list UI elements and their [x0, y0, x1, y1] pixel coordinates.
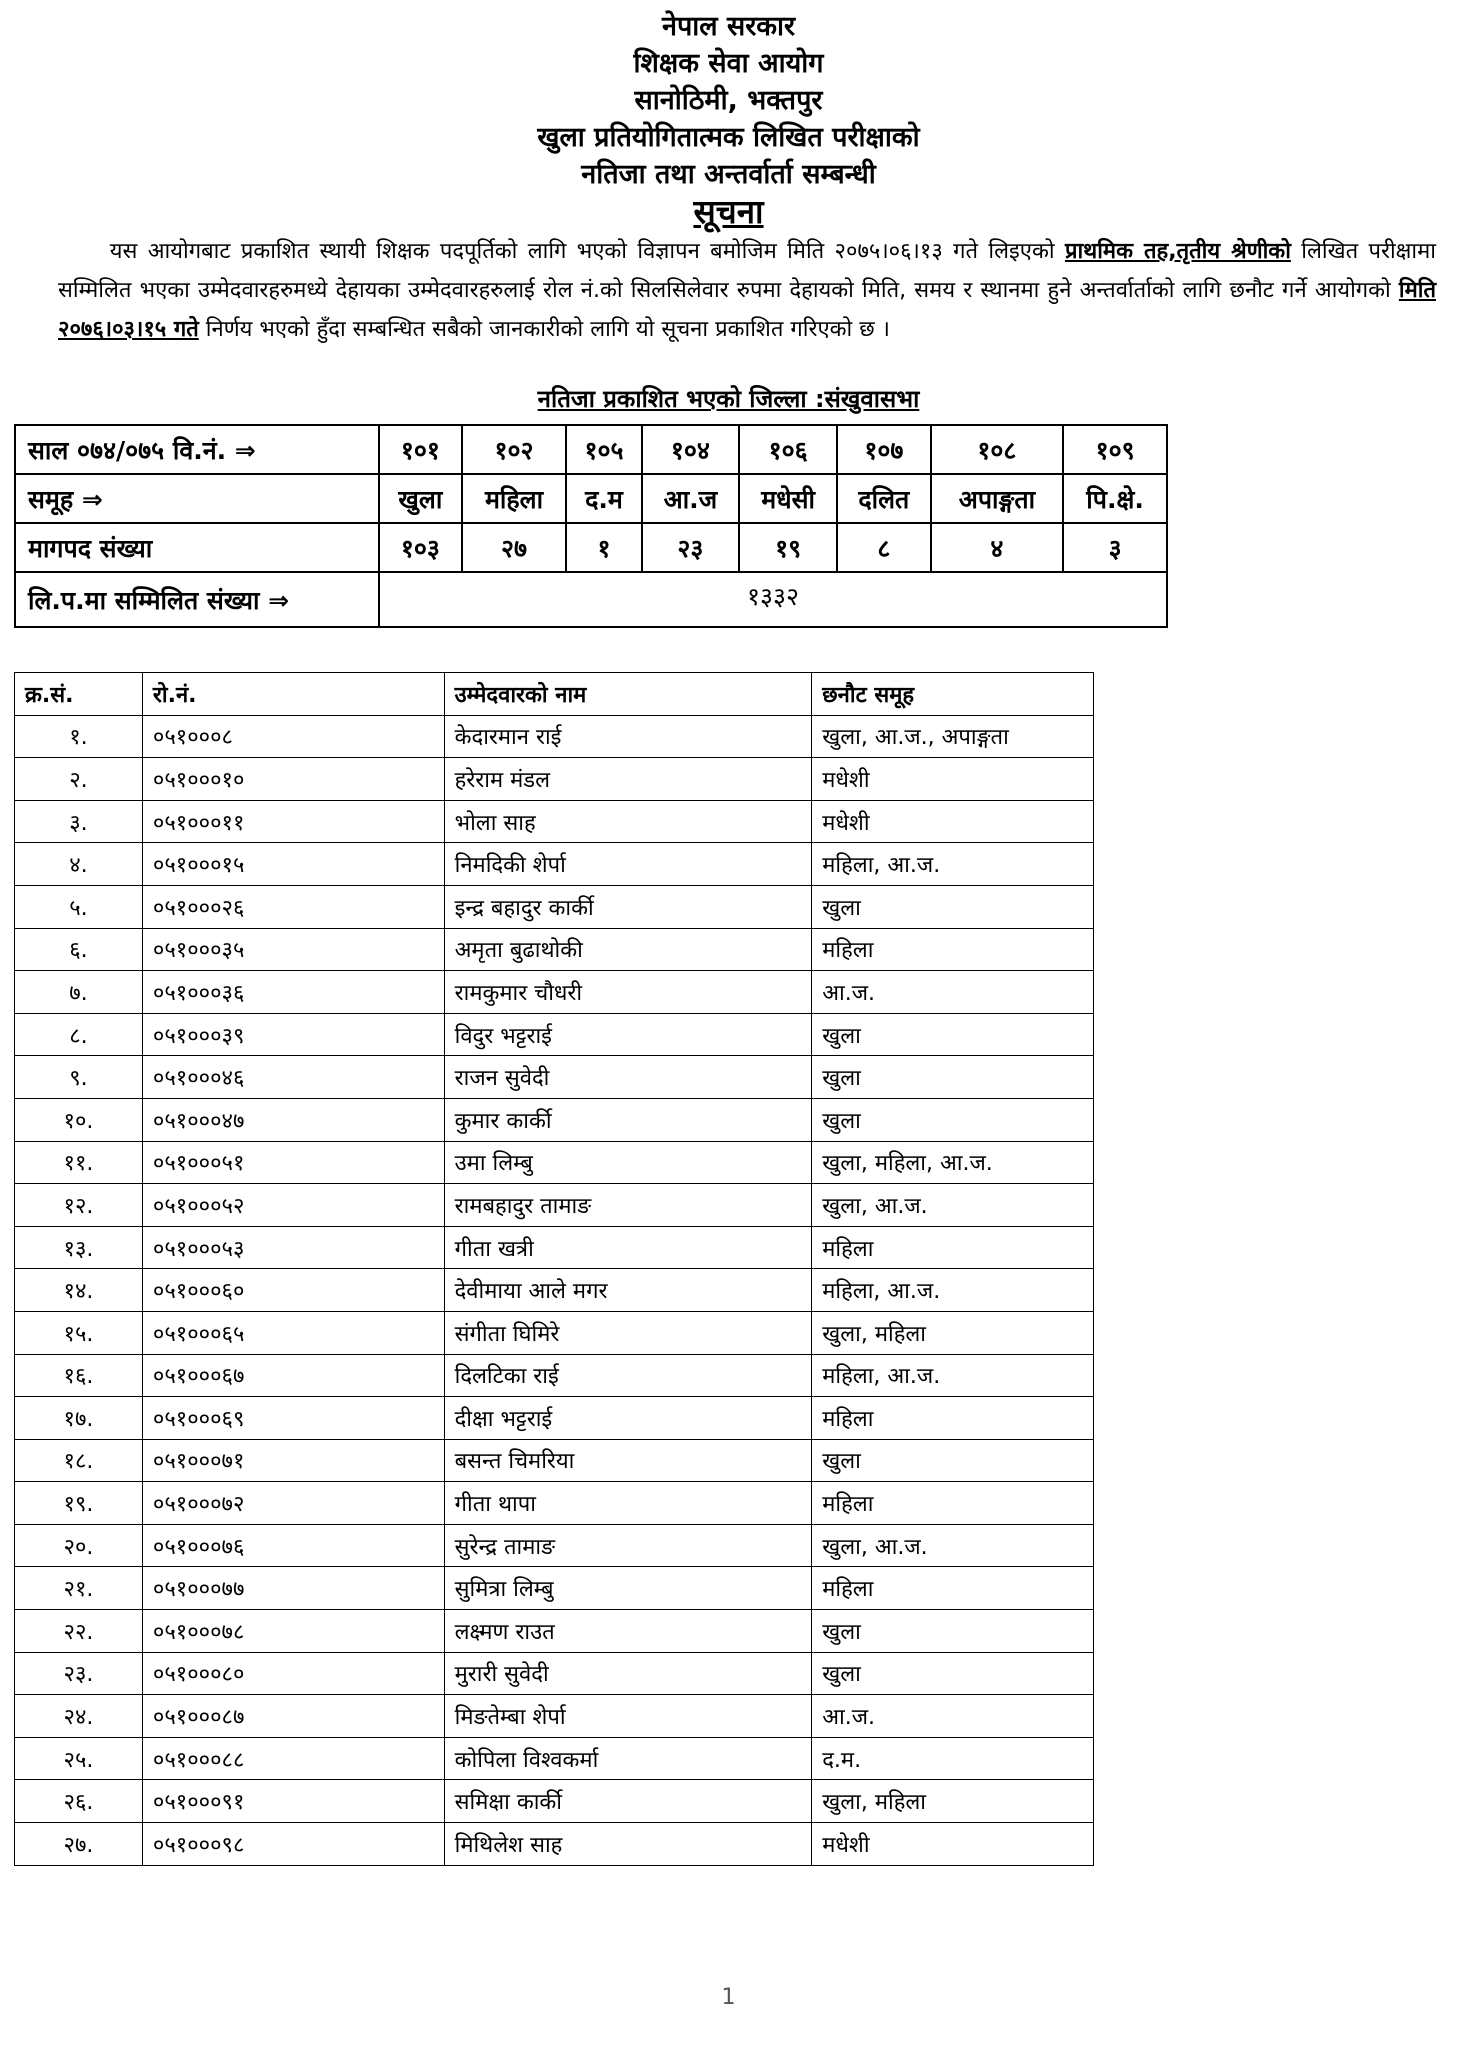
serial-cell: १. [15, 715, 143, 758]
roll-number-cell: ०५१०००७८ [142, 1610, 444, 1653]
posts-cell: १०३ [379, 523, 462, 572]
serial-cell: ४. [15, 843, 143, 886]
selected-group-cell: आ.ज. [812, 1695, 1094, 1738]
selected-group-cell: महिला [812, 1567, 1094, 1610]
results-body [15, 715, 1094, 1865]
table-row [15, 1056, 1094, 1099]
header-exam-type: खुला प्रतियोगितात्मक लिखित परीक्षाको [537, 122, 920, 153]
roll-number-cell: ०५१०००४६ [142, 1056, 444, 1099]
header-selected-group: छनौट समूह [812, 673, 1094, 716]
header-roll-number: रो.नं. [142, 673, 444, 716]
posts-cell: ८ [837, 523, 931, 572]
adv-number-cell: १०७ [837, 425, 931, 474]
table-row [15, 843, 1094, 886]
paragraph-part1: यस आयोगबाट प्रकाशित स्थायी शिक्षक पदपूर्तिको लागि भएको विज्ञापन बमोजिम मिति २०७५।०६।१३ गते लिइएको [109, 239, 1065, 264]
roll-number-cell: ०५१०००४७ [142, 1098, 444, 1141]
candidate-name-cell: अमृता बुढाथोकी [444, 928, 812, 971]
serial-cell: २. [15, 758, 143, 801]
summary-row-adv-numbers [15, 425, 1167, 474]
roll-number-cell: ०५१०००६७ [142, 1354, 444, 1397]
summary-label-adv: साल ०७४/०७५ वि.नं. ⇒ [15, 425, 379, 474]
candidate-name-cell: केदारमान राई [444, 715, 812, 758]
selected-group-cell: खुला [812, 1439, 1094, 1482]
serial-cell: १२. [15, 1184, 143, 1227]
roll-number-cell: ०५१०००९१ [142, 1780, 444, 1823]
roll-number-cell: ०५१०००३६ [142, 971, 444, 1014]
group-cell: महिला [462, 474, 567, 523]
selected-group-cell: खुला, आ.ज., अपाङ्गता [812, 715, 1094, 758]
serial-cell: ११. [15, 1141, 143, 1184]
candidate-name-cell: समिक्षा कार्की [444, 1780, 812, 1823]
table-row [15, 1226, 1094, 1269]
selected-group-cell: खुला, महिला [812, 1780, 1094, 1823]
adv-number-cell: १०५ [566, 425, 641, 474]
serial-cell: २७. [15, 1823, 143, 1866]
paragraph-level: प्राथमिक तह,तृतीय श्रेणीको [1064, 239, 1291, 264]
roll-number-cell: ०५१०००२६ [142, 885, 444, 928]
group-cell: पि.क्षे. [1063, 474, 1167, 523]
candidate-name-cell: लक्ष्मण राउत [444, 1610, 812, 1653]
document-header [0, 8, 1457, 231]
selected-group-cell: महिला [812, 1482, 1094, 1525]
candidate-name-cell: राजन सुवेदी [444, 1056, 812, 1099]
serial-cell: १५. [15, 1311, 143, 1354]
serial-cell: ८. [15, 1013, 143, 1056]
roll-number-cell: ०५१०००११ [142, 800, 444, 843]
serial-cell: ६. [15, 928, 143, 971]
serial-cell: २५. [15, 1737, 143, 1780]
group-cell: आ.ज [642, 474, 740, 523]
serial-cell: ९. [15, 1056, 143, 1099]
selected-group-cell: खुला, आ.ज. [812, 1524, 1094, 1567]
serial-cell: ३. [15, 800, 143, 843]
candidate-name-cell: कुमार कार्की [444, 1098, 812, 1141]
candidate-name-cell: कोपिला विश्वकर्मा [444, 1737, 812, 1780]
roll-number-cell: ०५१०००७२ [142, 1482, 444, 1525]
group-cell: द.म [566, 474, 641, 523]
table-row [15, 1354, 1094, 1397]
roll-number-cell: ०५१०००७६ [142, 1524, 444, 1567]
page-number: 1 [721, 1985, 736, 2010]
district-heading: नतिजा प्रकाशित भएको जिल्ला :संखुवासभा [537, 385, 920, 413]
summary-label-total: लि.प.मा सम्मिलित संख्या ⇒ [15, 572, 379, 627]
selected-group-cell: मधेशी [812, 800, 1094, 843]
roll-number-cell: ०५१०००८० [142, 1652, 444, 1695]
header-candidate-name: उम्मेदवारको नाम [444, 673, 812, 716]
table-row [15, 1269, 1094, 1312]
selected-group-cell: खुला [812, 885, 1094, 928]
candidate-name-cell: गीता खत्री [444, 1226, 812, 1269]
candidate-name-cell: मिथिलेश साह [444, 1823, 812, 1866]
serial-cell: १३. [15, 1226, 143, 1269]
header-address: सानोठिमी, भक्तपुर [634, 85, 823, 116]
table-row [15, 1184, 1094, 1227]
table-row [15, 758, 1094, 801]
candidate-name-cell: सुरेन्द्र तामाङ [444, 1524, 812, 1567]
serial-cell: १६. [15, 1354, 143, 1397]
serial-cell: २६. [15, 1780, 143, 1823]
selected-group-cell: खुला [812, 1652, 1094, 1695]
serial-cell: २१. [15, 1567, 143, 1610]
table-row [15, 1439, 1094, 1482]
table-row [15, 1823, 1094, 1866]
table-row [15, 1567, 1094, 1610]
posts-cell: १ [566, 523, 641, 572]
vacancy-summary-table [14, 424, 1168, 628]
serial-cell: १४. [15, 1269, 143, 1312]
roll-number-cell: ०५१०००६५ [142, 1311, 444, 1354]
header-subject: नतिजा तथा अन्तर्वार्ता सम्बन्धी [581, 159, 876, 190]
selected-group-cell: महिला, आ.ज. [812, 1269, 1094, 1312]
candidate-name-cell: सुमित्रा लिम्बु [444, 1567, 812, 1610]
table-row [15, 1610, 1094, 1653]
posts-cell: १९ [739, 523, 837, 572]
selected-group-cell: महिला [812, 928, 1094, 971]
table-row [15, 1141, 1094, 1184]
candidate-name-cell: निमदिकी शेर्पा [444, 843, 812, 886]
candidate-name-cell: दीक्षा भट्टराई [444, 1397, 812, 1440]
summary-row-groups [15, 474, 1167, 523]
candidate-name-cell: इन्द्र बहादुर कार्की [444, 885, 812, 928]
roll-number-cell: ०५१०००५२ [142, 1184, 444, 1227]
selected-group-cell: मधेशी [812, 758, 1094, 801]
summary-label-group: समूह ⇒ [15, 474, 379, 523]
candidate-name-cell: विदुर भट्टराई [444, 1013, 812, 1056]
roll-number-cell: ०५१०००९८ [142, 1823, 444, 1866]
candidate-name-cell: देवीमाया आले मगर [444, 1269, 812, 1312]
adv-number-cell: १०४ [642, 425, 740, 474]
posts-cell: ३ [1063, 523, 1167, 572]
table-row [15, 1013, 1094, 1056]
selected-group-cell: खुला, आ.ज. [812, 1184, 1094, 1227]
table-row [15, 800, 1094, 843]
candidate-name-cell: रामबहादुर तामाङ [444, 1184, 812, 1227]
header-serial: क्र.सं. [15, 673, 143, 716]
selected-group-cell: खुला [812, 1610, 1094, 1653]
roll-number-cell: ०५१०००६० [142, 1269, 444, 1312]
group-cell: अपाङ्गता [931, 474, 1064, 523]
group-cell: दलित [837, 474, 931, 523]
selected-group-cell: महिला, आ.ज. [812, 843, 1094, 886]
candidate-name-cell: दिलटिका राई [444, 1354, 812, 1397]
table-row [15, 1098, 1094, 1141]
table-row [15, 1695, 1094, 1738]
candidate-name-cell: गीता थापा [444, 1482, 812, 1525]
paragraph-part2: लिखित परीक्षामा सम्मिलित भएका उम्मेदवारहरुमध्ये देहायका उम्मेदवारहरुलाई रोल नं.को सिलसिलेवार रुपमा देहायको मिति, समय र स्थानमा हुने अन्तर्वार्ताको लागि छनौट गर्ने आयोगको [58, 239, 1436, 303]
header-commission: शिक्षक सेवा आयोग [633, 48, 824, 79]
summary-label-posts: मागपद संख्या [15, 523, 379, 572]
candidate-name-cell: बसन्त चिमरिया [444, 1439, 812, 1482]
posts-cell: २३ [642, 523, 740, 572]
selected-candidates-table [14, 672, 1094, 1866]
roll-number-cell: ०५१०००८ [142, 715, 444, 758]
notice-paragraph [58, 232, 1436, 349]
serial-cell: १९. [15, 1482, 143, 1525]
selected-group-cell: महिला [812, 1226, 1094, 1269]
selected-group-cell: खुला [812, 1013, 1094, 1056]
roll-number-cell: ०५१०००८८ [142, 1737, 444, 1780]
roll-number-cell: ०५१०००७१ [142, 1439, 444, 1482]
roll-number-cell: ०५१०००१५ [142, 843, 444, 886]
roll-number-cell: ०५१०००३९ [142, 1013, 444, 1056]
selected-group-cell: आ.ज. [812, 971, 1094, 1014]
serial-cell: १८. [15, 1439, 143, 1482]
table-row [15, 1482, 1094, 1525]
selected-group-cell: मधेशी [812, 1823, 1094, 1866]
header-government: नेपाल सरकार [661, 11, 796, 42]
roll-number-cell: ०५१०००८७ [142, 1695, 444, 1738]
total-examinees: १३३२ [379, 572, 1167, 627]
selected-group-cell: महिला, आ.ज. [812, 1354, 1094, 1397]
serial-cell: १०. [15, 1098, 143, 1141]
candidate-name-cell: उमा लिम्बु [444, 1141, 812, 1184]
selected-group-cell: खुला, महिला, आ.ज. [812, 1141, 1094, 1184]
candidate-name-cell: मिङतेम्बा शेर्पा [444, 1695, 812, 1738]
adv-number-cell: १०१ [379, 425, 462, 474]
roll-number-cell: ०५१०००१० [142, 758, 444, 801]
serial-cell: २०. [15, 1524, 143, 1567]
serial-cell: १७. [15, 1397, 143, 1440]
adv-number-cell: १०२ [462, 425, 567, 474]
roll-number-cell: ०५१०००३५ [142, 928, 444, 971]
selected-group-cell: खुला, महिला [812, 1311, 1094, 1354]
serial-cell: ७. [15, 971, 143, 1014]
table-row [15, 1524, 1094, 1567]
table-row [15, 928, 1094, 971]
table-row [15, 715, 1094, 758]
table-row [15, 1397, 1094, 1440]
adv-number-cell: १०९ [1063, 425, 1167, 474]
candidate-name-cell: संगीता घिमिरे [444, 1311, 812, 1354]
summary-row-total [15, 572, 1167, 627]
roll-number-cell: ०५१०००७७ [142, 1567, 444, 1610]
serial-cell: ५. [15, 885, 143, 928]
selected-group-cell: खुला [812, 1056, 1094, 1099]
serial-cell: २२. [15, 1610, 143, 1653]
table-row [15, 885, 1094, 928]
group-cell: खुला [379, 474, 462, 523]
paragraph-decision-date: मिति २०७६।०३।१५ गते [58, 278, 1436, 342]
adv-number-cell: १०६ [739, 425, 837, 474]
posts-cell: २७ [462, 523, 567, 572]
notice-title: सूचना [693, 192, 764, 231]
adv-number-cell: १०८ [931, 425, 1064, 474]
table-row [15, 971, 1094, 1014]
roll-number-cell: ०५१०००५३ [142, 1226, 444, 1269]
selected-group-cell: खुला [812, 1098, 1094, 1141]
serial-cell: २३. [15, 1652, 143, 1695]
candidate-name-cell: भोला साह [444, 800, 812, 843]
paragraph-part3: निर्णय भएको हुँदा सम्बन्धित सबैको जानकारीको लागि यो सूचना प्रकाशित गरिएको छ । [198, 317, 890, 342]
table-row [15, 1311, 1094, 1354]
roll-number-cell: ०५१०००५१ [142, 1141, 444, 1184]
candidate-name-cell: हरेराम मंडल [444, 758, 812, 801]
posts-cell: ४ [931, 523, 1064, 572]
serial-cell: २४. [15, 1695, 143, 1738]
candidate-name-cell: रामकुमार चौधरी [444, 971, 812, 1014]
selected-group-cell: द.म. [812, 1737, 1094, 1780]
table-row [15, 1652, 1094, 1695]
group-cell: मधेसी [739, 474, 837, 523]
summary-row-posts [15, 523, 1167, 572]
table-row [15, 1737, 1094, 1780]
table-header-row [15, 673, 1094, 716]
selected-group-cell: महिला [812, 1397, 1094, 1440]
roll-number-cell: ०५१०००६९ [142, 1397, 444, 1440]
table-row [15, 1780, 1094, 1823]
candidate-name-cell: मुरारी सुवेदी [444, 1652, 812, 1695]
